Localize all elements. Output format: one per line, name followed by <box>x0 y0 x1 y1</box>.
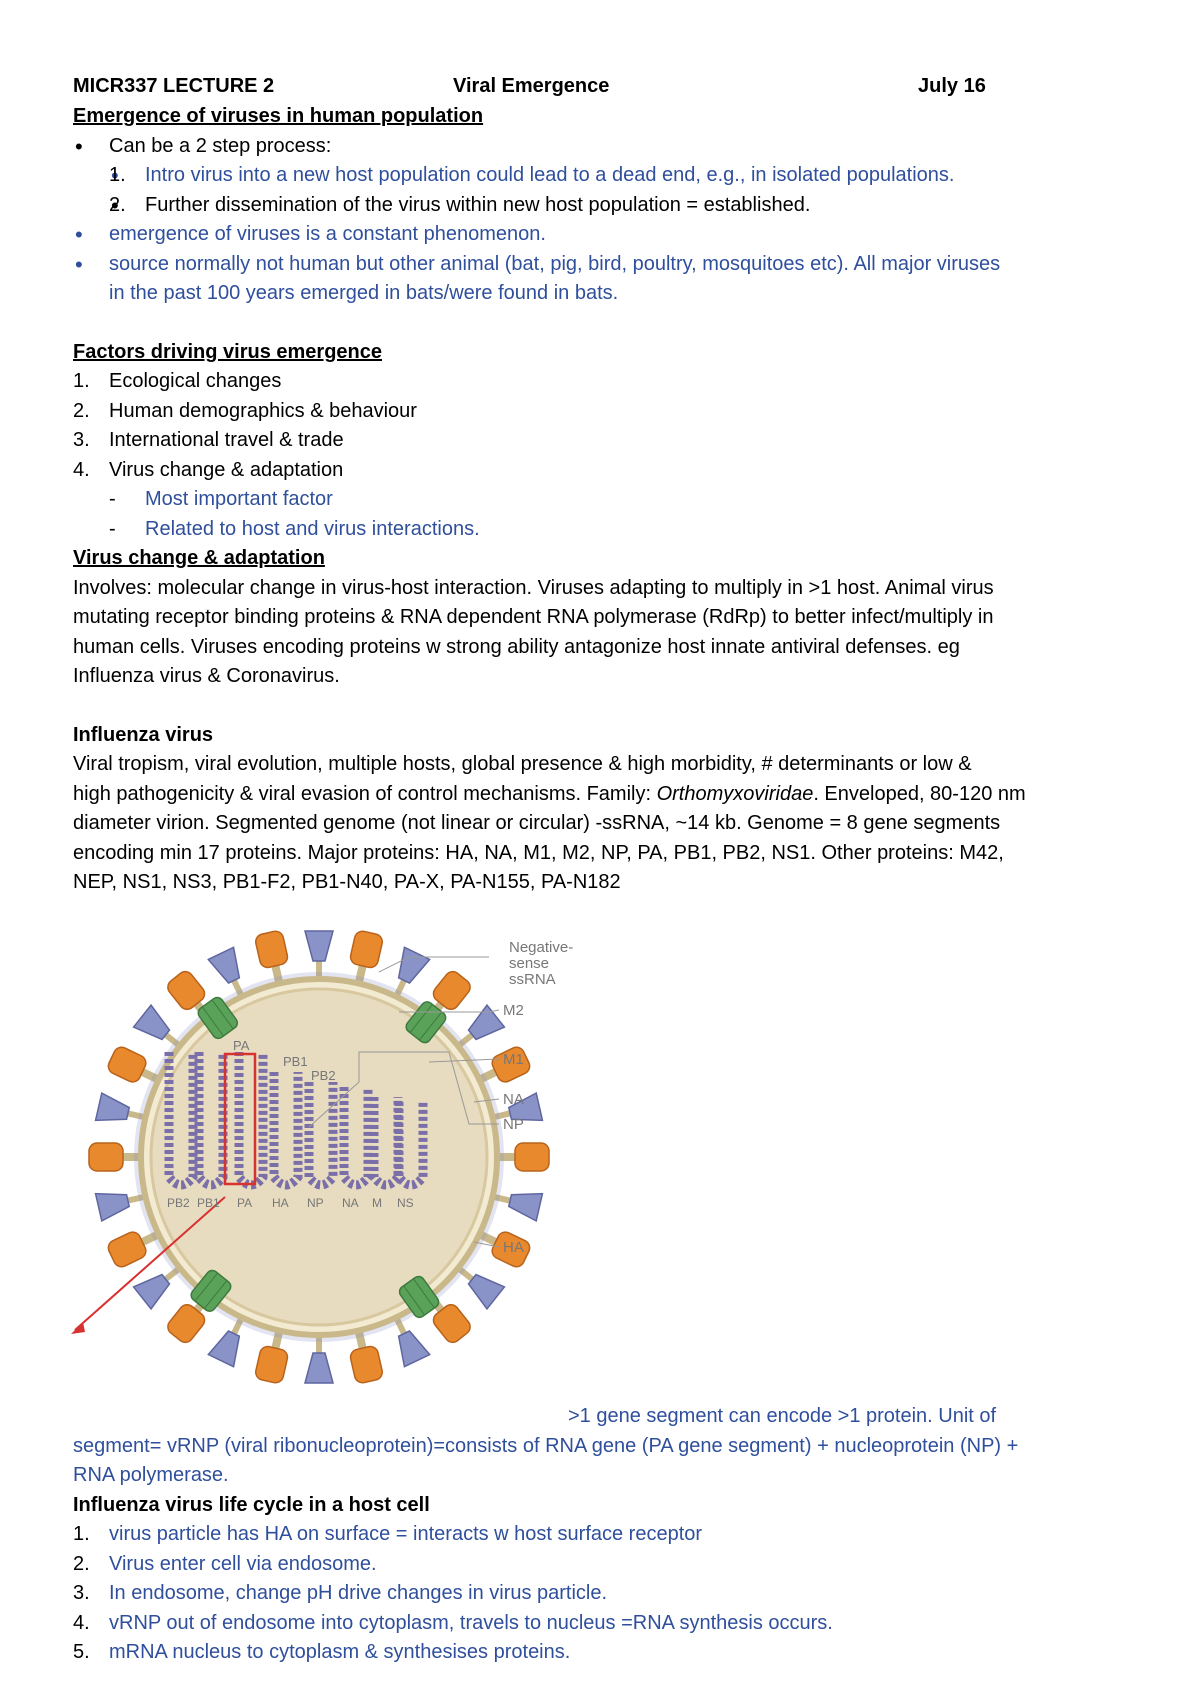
document-header <box>73 72 1133 102</box>
lecture-topic: Viral Emergence <box>453 75 610 97</box>
list-item: • 1. Intro virus into a new host population could lead to a dead end, e.g., in isolated populations. <box>109 161 1133 191</box>
course-code: MICR337 LECTURE 2 <box>73 75 275 97</box>
influenza-figure-row <box>73 902 1133 1432</box>
section-title-factors: Factors driving virus emergence <box>73 340 383 363</box>
list-item: - Related to host and virus interactions. <box>109 517 480 540</box>
section-title-influenza: Influenza virus <box>73 723 214 746</box>
label-m1: M1 <box>503 1050 524 1068</box>
lifecycle-list <box>73 1520 1133 1668</box>
list-item: • source normally not human but other animal (bat, pig, bird, poultry, mosquitoes etc). All major viruses in the past 100 years emerged in bats/were found in bats. <box>73 250 1133 309</box>
list-item: 4. vRNP out of endosome into cytoplasm, travels to nucleus =RNA synthesis occurs. <box>73 1611 833 1634</box>
section-title-emergence: Emergence of viruses in human population <box>73 105 484 127</box>
label-sense: sense <box>509 954 550 972</box>
lecture-date: July 16 <box>918 75 986 97</box>
label-na: NA <box>503 1090 524 1108</box>
caption-line-1: >1 gene segment can encode >1 protein. Unit of <box>568 1404 997 1427</box>
segment-label: M <box>372 1195 382 1210</box>
segment-label: NA <box>342 1195 359 1210</box>
list-item: • 2. Further dissemination of the virus within new host population = established. <box>109 191 1133 221</box>
label-m2: M2 <box>503 1001 524 1019</box>
list-item: 3. In endosome, change pH drive changes in virus particle. <box>73 1582 608 1604</box>
segment-label: NP <box>307 1195 324 1210</box>
arrow-head-icon <box>71 1322 85 1334</box>
emergence-list <box>73 132 1133 309</box>
list-item: - Most important factor <box>109 488 333 510</box>
caption-line-3: RNA polymerase. <box>73 1464 229 1486</box>
document-page <box>73 72 1133 1668</box>
list-item: 4. Virus change & adaptation <box>73 458 344 481</box>
list-item: 1. virus particle has HA on surface = interacts w host surface receptor <box>73 1523 703 1545</box>
segment-label: PB2 <box>167 1195 190 1210</box>
segment-label: NS <box>397 1195 414 1210</box>
label-pb2-top: PB2 <box>311 1067 336 1083</box>
factor-list <box>73 367 1133 485</box>
influenza-paragraph: Viral tropism, viral evolution, multiple hosts, global presence & high morbidity, # determinants or low & high pathogenicity & viral evasion of control mechanisms. Family: Orthomyxoviridae. Enveloped, 80-120 nm diameter virion. Segmented genome (not linear or circular) -ssRNA, ~14 kb. Genome = 8 gene segments encoding min 17 proteins. Major proteins: HA, NA, M1, M2, NP, PA, PB1, PB2, NS1. Other proteins: M42, NEP, NS1, NS3, PB1-F2, PB1-N40, PA-X, PA-N155, PA-N182 <box>73 753 1026 893</box>
adaptation-paragraph: Involves: molecular change in virus-host interaction. Viruses adapting to multiply in >1 host. Animal virus mutating receptor binding proteins & RNA dependent RNA polymerase (RdRp) to better infect/multiply in human cells. Viruses encoding proteins w strong ability antagonize host innate antiviral defenses. eg Influenza virus & Coronavirus. <box>73 576 994 687</box>
caption-line-2: segment= vRNP (viral ribonucleoprotein)=consists of RNA gene (PA gene segment) + nucleoprotein (NP) + <box>73 1434 1019 1457</box>
segment-label: HA <box>272 1195 289 1210</box>
label-pb1-top: PB1 <box>283 1053 308 1069</box>
list-item: 1. Ecological changes <box>73 370 282 392</box>
step-list <box>109 161 1133 220</box>
label-np: NP <box>503 1115 524 1133</box>
label-pa-top: PA <box>233 1037 250 1053</box>
list-item: • emergence of viruses is a constant phenomenon. <box>73 220 1133 250</box>
label-ssrna: ssRNA <box>509 970 556 988</box>
segment-label: PB1 <box>197 1195 220 1210</box>
list-item: 2. Human demographics & behaviour <box>73 399 417 422</box>
list-item: 3. International travel & trade <box>73 429 344 451</box>
section-title-adaptation: Virus change & adaptation <box>73 547 325 569</box>
influenza-virion-diagram <box>69 902 629 1402</box>
label-negative: Negative- <box>509 938 574 956</box>
section-title-lifecycle: Influenza virus life cycle in a host cell <box>73 1493 430 1516</box>
label-ha: HA <box>503 1238 524 1256</box>
factor-subpoints <box>109 485 1133 544</box>
list-item: 5. mRNA nucleus to cytoplasm & synthesises proteins. <box>73 1641 571 1663</box>
list-item: • Can be a 2 step process: • 1. Intro virus into a new host population could lead to a dead end, e.g., in isolated populations. • 2. Further dissemination of the virus within new host population = established. <box>73 132 1133 221</box>
list-item: 2. Virus enter cell via endosome. <box>73 1552 377 1575</box>
segment-label: PA <box>237 1195 253 1210</box>
